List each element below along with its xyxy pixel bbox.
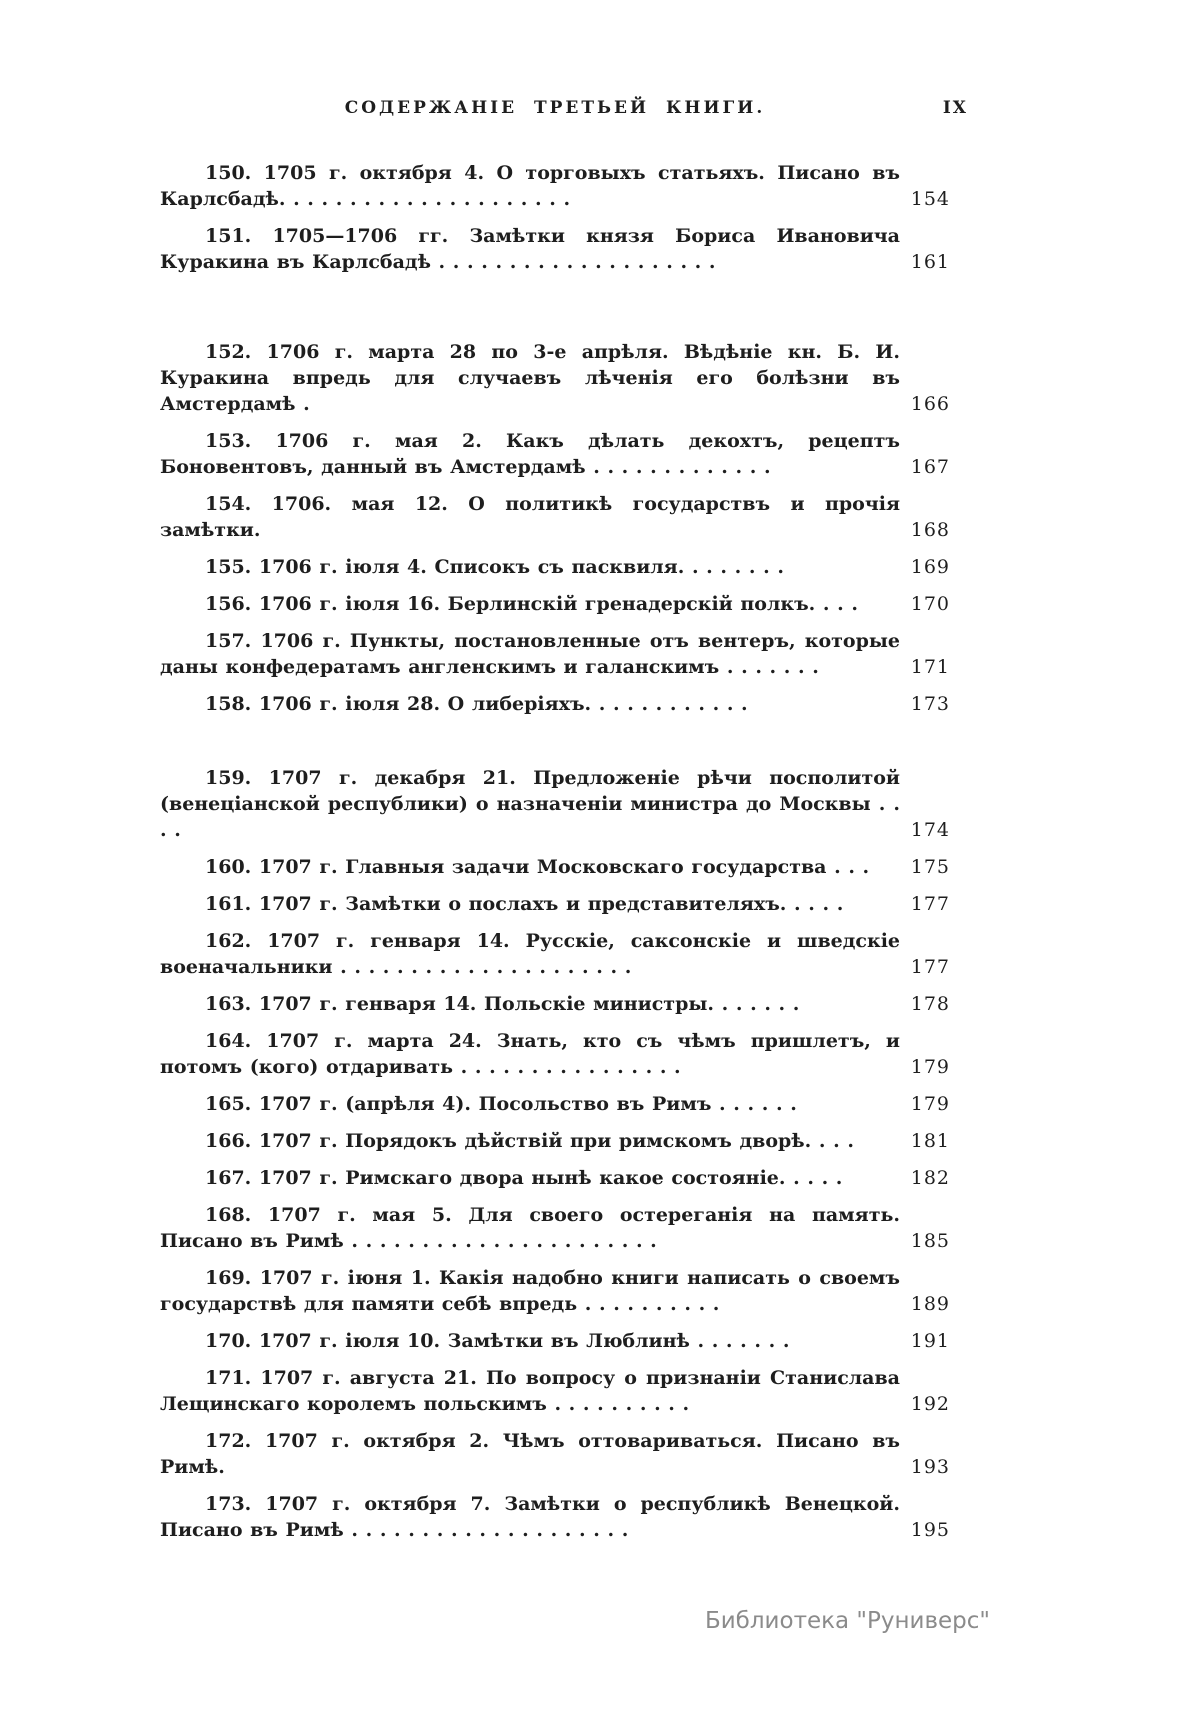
toc-entry-text: 152. 1706 г. марта 28 по 3-е апрѣля. Вѣдѣніе кн. Б. И. Куракина впредь для случаевъ лѣченія его болѣзни въ Амстердамѣ . bbox=[160, 341, 900, 415]
toc-entry-page: 166 bbox=[910, 393, 950, 415]
toc-entry bbox=[160, 928, 950, 980]
toc-entry-text: 168. 1707 г. мая 5. Для своего остереганія на память. Писано въ Римѣ . . . . . . . . . . . . . . . . . . . . . . bbox=[160, 1204, 900, 1252]
toc-entry-text: 153. 1706 г. мая 2. Какъ дѣлать декохтъ, рецептъ Боновентовъ, данный въ Амстердамѣ . . . . . . . . . . . . . bbox=[160, 430, 900, 478]
toc-entry bbox=[160, 591, 950, 617]
toc-entry-text: 162. 1707 г. генваря 14. Русскіе, саксонскіе и шведскіе военачальники . . . . . . . . . . . . . . . . . . . . . bbox=[160, 930, 900, 978]
toc-entry bbox=[160, 891, 950, 917]
toc-entry-page: 167 bbox=[910, 456, 950, 478]
toc-entry bbox=[160, 491, 950, 543]
page-header bbox=[160, 98, 968, 118]
toc-entry-text: 173. 1707 г. октября 7. Замѣтки о республикѣ Венецкой. Писано въ Римѣ . . . . . . . . . . . . . . . . . . . . bbox=[160, 1493, 900, 1541]
toc-entry-text: 151. 1705—1706 гг. Замѣтки князя Бориса Ивановича Куракина въ Карлсбадѣ . . . . . . . . . . . . . . . . . . . . bbox=[160, 225, 900, 273]
toc-entry bbox=[160, 628, 950, 680]
toc-entry-page: 161 bbox=[910, 251, 950, 273]
toc-entry-text: 169. 1707 г. іюня 1. Какія надобно книги написать о своемъ государствѣ для памяти себѣ впредь . . . . . . . . . . bbox=[160, 1267, 900, 1315]
toc-entry bbox=[160, 1028, 950, 1080]
toc-entry-text: 170. 1707 г. іюля 10. Замѣтки въ Люблинѣ . . . . . . . bbox=[205, 1330, 790, 1352]
toc-entry bbox=[160, 1165, 950, 1191]
toc-entry-text: 161. 1707 г. Замѣтки о послахъ и представителяхъ. . . . . bbox=[205, 893, 844, 915]
toc-entry-page: 177 bbox=[910, 956, 950, 978]
toc-entry bbox=[160, 223, 950, 275]
folio-number: IX bbox=[942, 98, 968, 118]
toc-entry-text: 159. 1707 г. декабря 21. Предложеніе рѣчи посполитой (венеціанской республики) о назначеніи министра до Москвы . . . . bbox=[160, 767, 900, 841]
toc-entry bbox=[160, 1328, 950, 1354]
toc-group bbox=[160, 765, 950, 1543]
toc-entry bbox=[160, 991, 950, 1017]
toc-entry bbox=[160, 1365, 950, 1417]
toc-entry-text: 167. 1707 г. Римскаго двора нынѣ какое состояніе. . . . . bbox=[205, 1167, 843, 1189]
toc-entry-text: 150. 1705 г. октября 4. О торговыхъ статьяхъ. Писано въ Карлсбадѣ. . . . . . . . . . . . . . . . . . . . . bbox=[160, 162, 900, 210]
toc-entry bbox=[160, 1202, 950, 1254]
toc-entry-page: 168 bbox=[910, 519, 950, 541]
toc-entry-text: 163. 1707 г. генваря 14. Польскіе министры. . . . . . . bbox=[205, 993, 800, 1015]
toc-entry bbox=[160, 554, 950, 580]
toc-entry bbox=[160, 339, 950, 417]
toc-entry bbox=[160, 1265, 950, 1317]
toc-entry bbox=[160, 854, 950, 880]
toc-entry-text: 157. 1706 г. Пункты, постановленные отъ вентеръ, которые даны конфедератамъ англенскимъ и галанскимъ . . . . . . . bbox=[160, 630, 900, 678]
toc-entry-page: 170 bbox=[910, 593, 950, 615]
toc-entry bbox=[160, 1428, 950, 1480]
toc-entry-page: 185 bbox=[910, 1230, 950, 1252]
toc-entry-page: 193 bbox=[910, 1456, 950, 1478]
toc-entry-text: 156. 1706 г. іюля 16. Берлинскій гренадерскій полкъ. . . . bbox=[205, 593, 858, 615]
toc-entry bbox=[160, 1091, 950, 1117]
page-title: СОДЕРЖАНІЕ ТРЕТЬЕЙ КНИГИ. bbox=[344, 98, 766, 118]
toc-entry-page: 179 bbox=[910, 1093, 950, 1115]
toc-entry-page: 173 bbox=[910, 693, 950, 715]
toc-entry-text: 164. 1707 г. марта 24. Знать, кто съ чѣмъ пришлетъ, и потомъ (кого) отдаривать . . . . . . . . . . . . . . . . bbox=[160, 1030, 900, 1078]
toc-entry-page: 171 bbox=[910, 656, 950, 678]
toc-entry-text: 155. 1706 г. іюля 4. Списокъ съ пасквиля. . . . . . . . bbox=[205, 556, 784, 578]
toc-group bbox=[160, 160, 950, 275]
toc-entry-text: 172. 1707 г. октября 2. Чѣмъ оттовариваться. Писано въ Римѣ. bbox=[160, 1430, 900, 1478]
page-content bbox=[160, 98, 968, 1554]
toc-entry-page: 191 bbox=[910, 1330, 950, 1352]
toc-entry-page: 192 bbox=[910, 1393, 950, 1415]
toc-entry bbox=[160, 160, 950, 212]
toc-entry-text: 171. 1707 г. августа 21. По вопросу о признаніи Станислава Лещинскаго королемъ польскимъ . . . . . . . . . . bbox=[160, 1367, 900, 1415]
toc-entry-text: 165. 1707 г. (апрѣля 4). Посольство въ Римъ . . . . . . bbox=[205, 1093, 797, 1115]
toc-entry-page: 154 bbox=[910, 188, 950, 210]
toc-entry-text: 158. 1706 г. іюля 28. О либеріяхъ. . . . . . . . . . . . bbox=[205, 693, 748, 715]
toc-group bbox=[160, 339, 950, 717]
toc-entry-page: 169 bbox=[910, 556, 950, 578]
toc-entry-page: 181 bbox=[910, 1130, 950, 1152]
toc-entry bbox=[160, 1128, 950, 1154]
toc-entry-page: 182 bbox=[910, 1167, 950, 1189]
toc-entry-text: 166. 1707 г. Порядокъ дѣйствій при римскомъ дворѣ. . . . bbox=[205, 1130, 854, 1152]
toc-entry bbox=[160, 765, 950, 843]
toc-entry-text: 154. 1706. мая 12. О политикѣ государствъ и прочія замѣтки. bbox=[160, 493, 900, 541]
toc-list bbox=[160, 160, 950, 1543]
toc-entry-text: 160. 1707 г. Главныя задачи Московскаго государства . . . bbox=[205, 856, 870, 878]
toc-entry bbox=[160, 1491, 950, 1543]
toc-entry-page: 179 bbox=[910, 1056, 950, 1078]
watermark: Библиотека "Руниверс" bbox=[704, 1608, 990, 1634]
toc-entry bbox=[160, 428, 950, 480]
toc-entry-page: 189 bbox=[910, 1293, 950, 1315]
toc-entry-page: 178 bbox=[910, 993, 950, 1015]
toc-entry bbox=[160, 691, 950, 717]
toc-entry-page: 177 bbox=[910, 893, 950, 915]
toc-entry-page: 175 bbox=[910, 856, 950, 878]
toc-entry-page: 195 bbox=[910, 1519, 950, 1541]
toc-entry-page: 174 bbox=[910, 819, 950, 841]
